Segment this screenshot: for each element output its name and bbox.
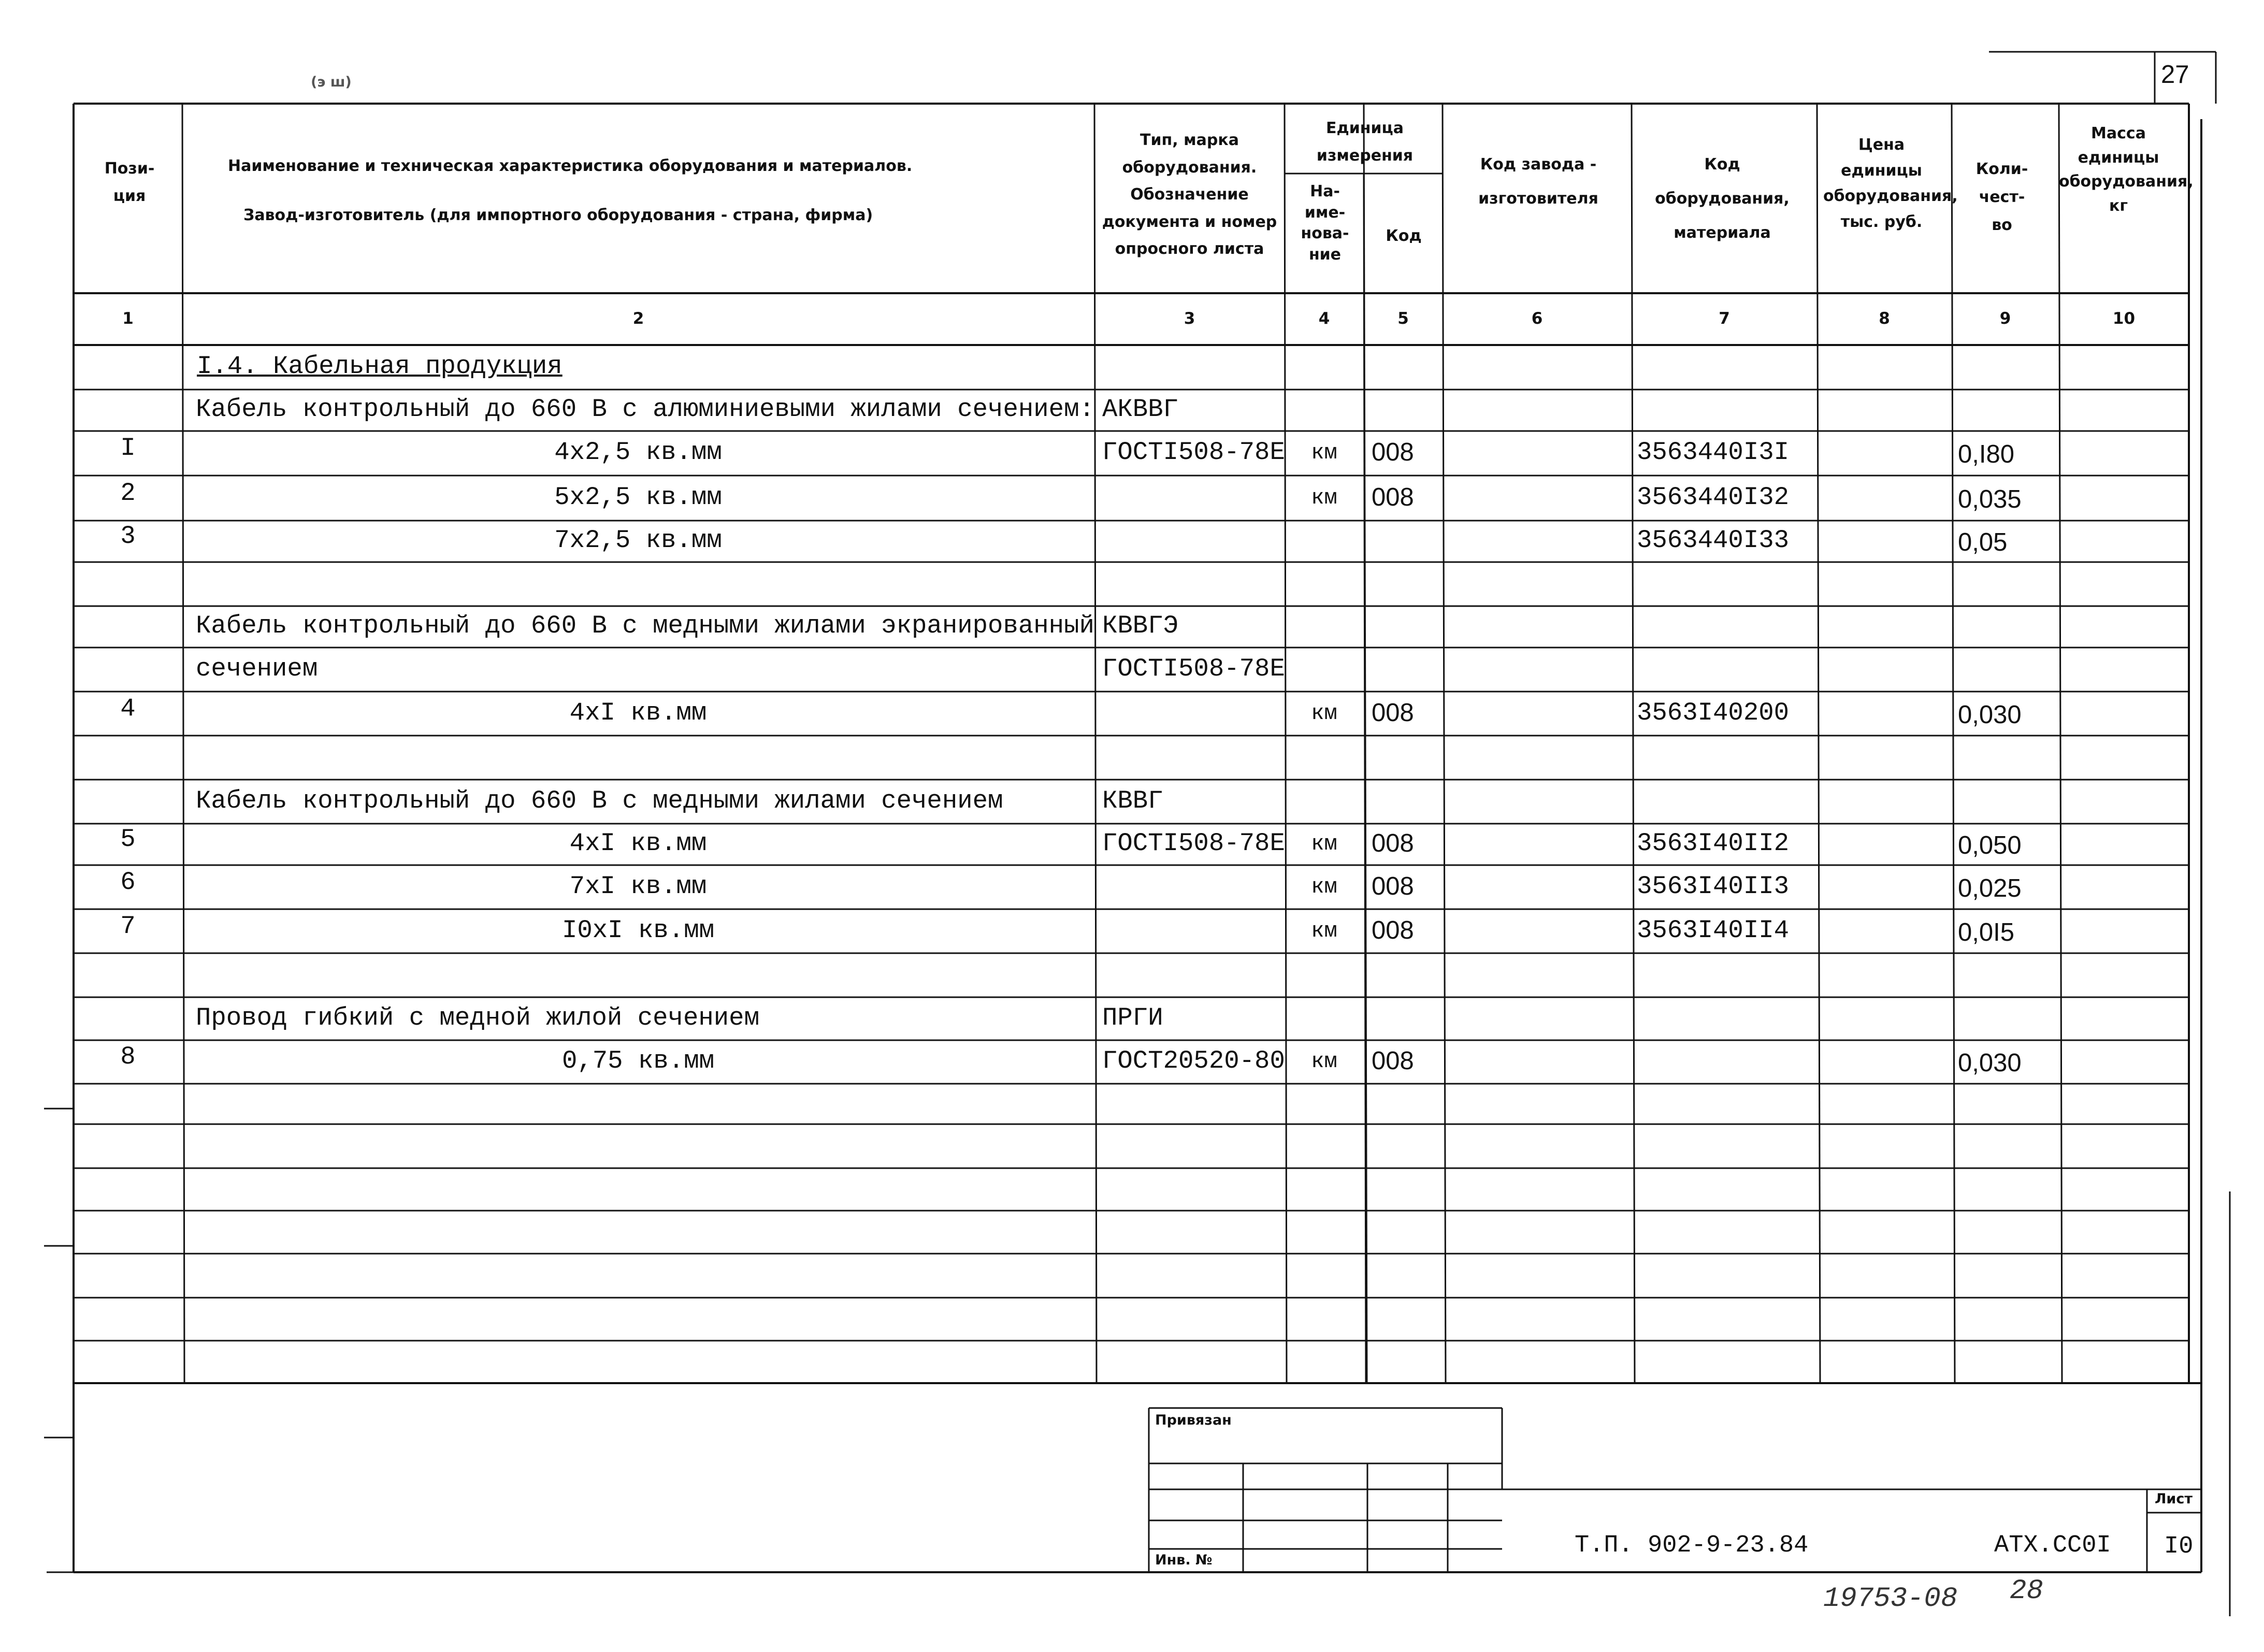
header-factory-code: Код завода - изготовителя <box>1478 155 1598 208</box>
row-unit: км <box>1311 831 1337 856</box>
row-quantity: 0,05 <box>1958 528 2008 556</box>
row-type: ГОСТI508-78Е <box>1102 654 1285 683</box>
row-quantity: 0,035 <box>1958 485 2022 513</box>
row-position: 8 <box>120 1042 136 1071</box>
row-name: I0хI кв.мм <box>561 915 715 945</box>
row-name: 7хI кв.мм <box>569 871 707 901</box>
column-divider <box>1952 104 1955 1383</box>
header-equipment-code: Код оборудования, материала <box>1655 155 1790 242</box>
row-name: 5х2,5 кв.мм <box>554 482 722 512</box>
row-position: 4 <box>120 694 136 723</box>
column-divider <box>1817 104 1820 1383</box>
header-position: Пози- ция <box>104 160 155 205</box>
row-equipment-code: 3563440I33 <box>1637 526 1790 555</box>
row-type: ГОСТI508-78Е <box>1102 438 1285 467</box>
row-name: сечением <box>196 654 318 683</box>
row-name: 4х2,5 кв.мм <box>554 438 722 467</box>
column-number: 9 <box>1999 309 2011 328</box>
column-divider <box>1632 104 1635 1383</box>
doc-code: АТХ.СС0I <box>1994 1532 2111 1559</box>
row-position: 5 <box>120 825 136 854</box>
row-name: 4хI кв.мм <box>569 698 707 727</box>
stamp-privyazan: Привязан <box>1155 1412 1232 1428</box>
row-name: 7х2,5 кв.мм <box>554 526 722 555</box>
row-quantity: 0,050 <box>1958 831 2022 859</box>
row-unit: км <box>1311 918 1337 943</box>
row-equipment-code: 3563I40II2 <box>1637 829 1790 858</box>
header-manufacturer: Завод-изготовитель (для импортного оборудования - страна, фирма) <box>243 206 873 224</box>
row-equipment-code: 3563I40200 <box>1637 698 1790 727</box>
column-number: 7 <box>1719 309 1730 328</box>
row-unit-code: 008 <box>1372 916 1414 944</box>
row-type: КВВГ <box>1102 786 1163 815</box>
row-quantity: 0,030 <box>1958 700 2022 729</box>
bottom-handwritten-number: 19753-08 <box>1823 1583 1958 1615</box>
row-unit: км <box>1311 485 1337 510</box>
column-number: 6 <box>1531 309 1543 328</box>
row-equipment-code: 3563440I3I <box>1637 438 1790 467</box>
bottom-page-number: 28 <box>2010 1575 2043 1607</box>
row-type: ГОСТ20520-80 <box>1102 1046 1285 1075</box>
column-divider <box>1094 104 1097 1383</box>
row-unit: км <box>1311 440 1337 465</box>
page-number-top: 27 <box>2161 61 2189 89</box>
header-price: Цена единицы оборудования, тыс. руб. <box>1823 136 1958 231</box>
row-name: 0,75 кв.мм <box>561 1046 715 1075</box>
row-type: АКВВГ <box>1102 395 1179 424</box>
row-position: I <box>120 434 136 463</box>
header-type: Тип, марка оборудования. Обозначение документа и номер опросного листа <box>1102 131 1277 258</box>
row-quantity: 0,0I5 <box>1958 918 2014 946</box>
row-name: Провод гибкий с медной жилой сечением <box>196 1003 759 1032</box>
doc-number: Т.П. 902-9-23.84 <box>1575 1532 1809 1559</box>
row-unit-code: 008 <box>1372 872 1414 900</box>
section-title: I.4. Кабельная продукция <box>197 352 563 381</box>
row-position: 2 <box>120 478 136 508</box>
header-name: Наименование и техническая характеристика оборудования и материалов. <box>228 157 913 175</box>
column-number: 8 <box>1879 309 1890 328</box>
row-unit-code: 008 <box>1372 1047 1414 1075</box>
header-quantity: Коли- чест- во <box>1975 160 2028 234</box>
row-position: 7 <box>120 911 136 941</box>
row-quantity: 0,030 <box>1958 1049 2022 1077</box>
row-quantity: 0,025 <box>1958 874 2022 902</box>
row-unit-code: 008 <box>1372 438 1414 466</box>
column-divider-unit <box>1364 174 1366 1383</box>
row-position: 3 <box>120 522 136 551</box>
list-number: I0 <box>2164 1533 2194 1560</box>
row-name: 4хI кв.мм <box>569 829 707 858</box>
row-unit-code: 008 <box>1372 698 1414 727</box>
row-unit-code: 008 <box>1372 483 1414 511</box>
column-divider <box>1285 104 1287 1383</box>
column-divider <box>2059 104 2062 1383</box>
header-unit: Единица измерения <box>1316 119 1414 165</box>
header-mass: Масса единицы оборудования, кг <box>2059 124 2194 215</box>
row-name: Кабель контрольный до 660 В с медными жилами экранированный <box>196 611 1094 640</box>
top-fragment: (э ш) <box>311 74 352 90</box>
column-number: 2 <box>632 309 644 328</box>
row-equipment-code: 3563440I32 <box>1637 482 1790 512</box>
row-type: ГОСТI508-78Е <box>1102 829 1285 858</box>
row-unit: км <box>1311 700 1337 726</box>
column-number: 4 <box>1318 309 1330 328</box>
row-name: Кабель контрольный до 660 В с медными жилами сечением <box>196 786 1003 815</box>
row-type: ПРГИ <box>1102 1003 1163 1032</box>
column-divider <box>1443 104 1446 1383</box>
row-unit: км <box>1311 1049 1337 1074</box>
list-label: Лист <box>2155 1491 2193 1507</box>
column-divider <box>182 104 184 1383</box>
row-unit: км <box>1311 874 1337 899</box>
row-name: Кабель контрольный до 660 В с алюминиевыми жилами сечением: <box>196 395 1094 424</box>
column-number: 5 <box>1397 309 1409 328</box>
header-unit-code: Код <box>1386 227 1422 245</box>
header-unit-name: На- име- нова- ние <box>1301 182 1349 264</box>
row-equipment-code: 3563I40II4 <box>1637 915 1790 945</box>
stamp-inv: Инв. № <box>1155 1552 1213 1568</box>
column-number: 1 <box>122 309 134 328</box>
column-number: 3 <box>1184 309 1195 328</box>
column-number: 10 <box>2112 309 2136 328</box>
row-unit-code: 008 <box>1372 829 1414 857</box>
row-position: 6 <box>120 867 136 897</box>
row-type: КВВГЭ <box>1102 611 1179 640</box>
row-equipment-code: 3563I40II3 <box>1637 871 1790 901</box>
row-quantity: 0,I80 <box>1958 440 2014 468</box>
